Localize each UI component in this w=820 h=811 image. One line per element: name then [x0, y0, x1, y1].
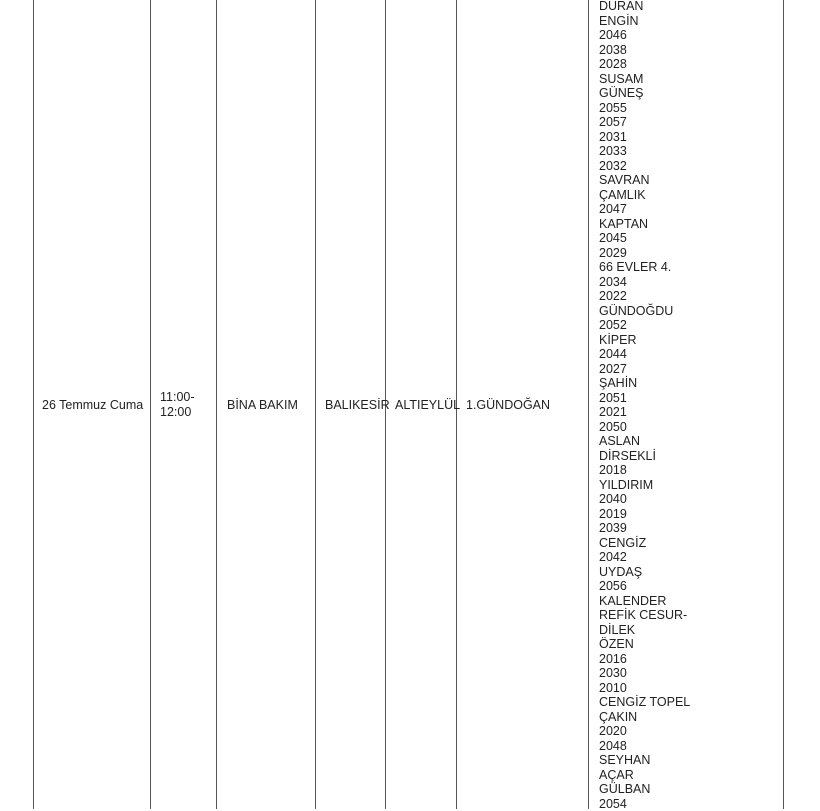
street-item: 2040: [599, 492, 690, 507]
street-item: 2033: [599, 144, 690, 159]
time-cell: [160, 390, 195, 419]
street-item: 2019: [599, 507, 690, 522]
street-item: SAVRAN: [599, 173, 690, 188]
street-item: 2032: [599, 159, 690, 174]
street-item: GÜLBAN: [599, 782, 690, 797]
street-item: 2018: [599, 463, 690, 478]
street-item: 2030: [599, 666, 690, 681]
street-item: 2021: [599, 405, 690, 420]
street-item: 2022: [599, 289, 690, 304]
street-item: 2047: [599, 202, 690, 217]
time-end: 12:00: [160, 405, 195, 420]
street-item: 2039: [599, 521, 690, 536]
street-item: ENGİN: [599, 14, 690, 29]
street-item: 2044: [599, 347, 690, 362]
street-item: 2052: [599, 318, 690, 333]
street-item: DURAN: [599, 0, 690, 14]
street-item: ÖZEN: [599, 637, 690, 652]
street-item: 2027: [599, 362, 690, 377]
street-item: 2054: [599, 797, 690, 811]
street-item: 2010: [599, 681, 690, 696]
street-item: 2031: [599, 130, 690, 145]
province-cell: BALIKESİR: [325, 398, 390, 413]
district-cell: ALTIEYLÜL: [395, 398, 460, 413]
street-item: ŞAHİN: [599, 376, 690, 391]
street-item: CENGİZ: [599, 536, 690, 551]
street-item: SEYHAN: [599, 753, 690, 768]
reason-cell: BİNA BAKIM: [227, 398, 298, 413]
street-item: 2038: [599, 43, 690, 58]
street-item: 2028: [599, 57, 690, 72]
street-item: YILDIRIM: [599, 478, 690, 493]
street-list: [599, 0, 690, 811]
street-item: 2050: [599, 420, 690, 435]
column-divider: [315, 0, 316, 809]
street-item: ÇAKIN: [599, 710, 690, 725]
street-item: AÇAR: [599, 768, 690, 783]
street-item: REFİK CESUR-: [599, 608, 690, 623]
street-item: KAPTAN: [599, 217, 690, 232]
street-item: UYDAŞ: [599, 565, 690, 580]
street-item: 2056: [599, 579, 690, 594]
street-item: 2055: [599, 101, 690, 116]
street-item: 2029: [599, 246, 690, 261]
street-item: 66 EVLER 4.: [599, 260, 690, 275]
street-item: GÜNEŞ: [599, 86, 690, 101]
street-item: 2046: [599, 28, 690, 43]
column-divider: [150, 0, 151, 809]
street-item: CENGİZ TOPEL: [599, 695, 690, 710]
street-item: 2048: [599, 739, 690, 754]
street-item: KALENDER: [599, 594, 690, 609]
street-item: 2045: [599, 231, 690, 246]
neighborhood-cell: 1.GÜNDOĞAN: [466, 398, 550, 413]
street-item: 2016: [599, 652, 690, 667]
street-item: 2057: [599, 115, 690, 130]
street-item: ÇAMLIK: [599, 188, 690, 203]
time-start: 11:00-: [160, 390, 195, 405]
street-item: 2034: [599, 275, 690, 290]
street-item: DİRSEKLİ: [599, 449, 690, 464]
street-item: 2051: [599, 391, 690, 406]
street-item: ASLAN: [599, 434, 690, 449]
column-divider: [216, 0, 217, 809]
street-item: KİPER: [599, 333, 690, 348]
street-item: 2020: [599, 724, 690, 739]
street-item: 2042: [599, 550, 690, 565]
column-divider: [588, 0, 589, 809]
street-item: SUSAM: [599, 72, 690, 87]
street-item: GÜNDOĞDU: [599, 304, 690, 319]
date-cell: 26 Temmuz Cuma: [42, 398, 143, 413]
street-item: DİLEK: [599, 623, 690, 638]
